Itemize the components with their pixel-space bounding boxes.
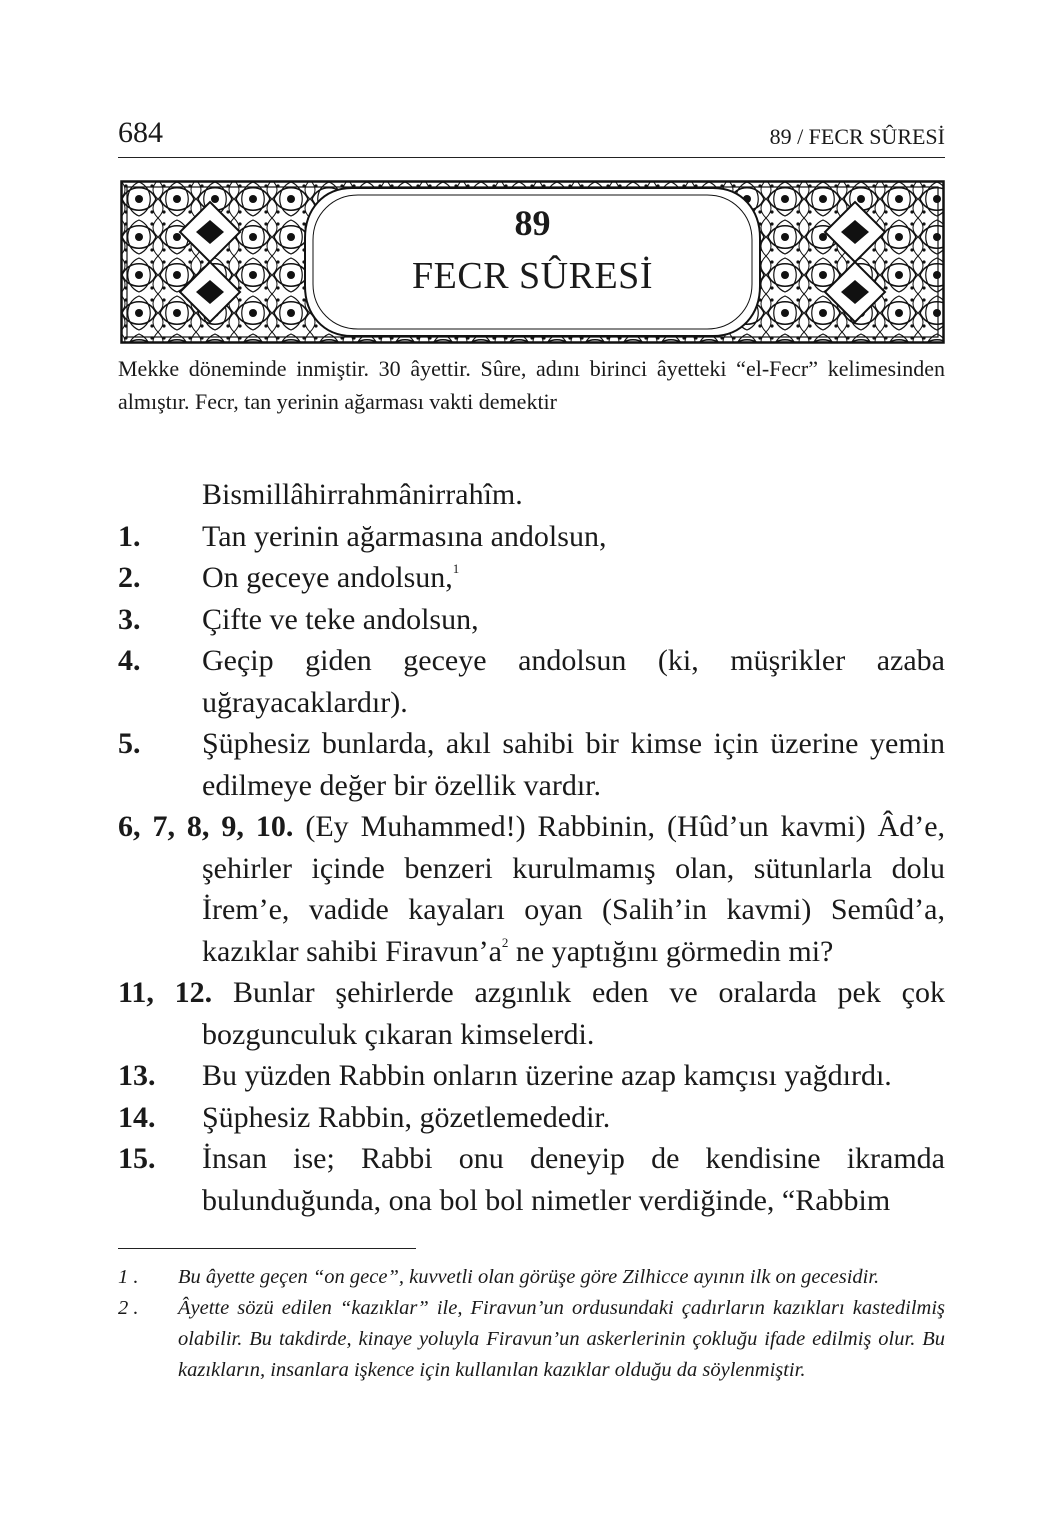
footnotes (118, 1262, 945, 1386)
verse-item (118, 599, 945, 641)
verse-text-cont: ne yaptığını görmedin mi? (508, 934, 834, 968)
surah-intro: Mekke döneminde inmiştir. 30 âyettir. Sûre, adını birinci âyetteki “el-Fecr” kelimesinden almıştır. Fecr, tan yerinin ağarması vakti demektir (118, 356, 945, 414)
verse-number: 2. (118, 561, 141, 594)
verse-number: 11, 12. (118, 976, 213, 1009)
footnote-item (118, 1293, 945, 1386)
footnote-ref[interactable]: 2 (501, 934, 509, 950)
header-rule (118, 157, 945, 158)
verse-item (118, 1097, 945, 1139)
basmala (118, 474, 945, 516)
verse-text: On geceye andolsun, (202, 561, 453, 594)
verse-item (118, 723, 945, 806)
verse-item (118, 972, 945, 1055)
basmala-text: Bismillâhirrahmânirrahîm. (202, 478, 523, 511)
verse-number: 4. (118, 644, 141, 677)
verse-number: 13. (118, 1059, 156, 1092)
footnote-item (118, 1262, 945, 1293)
verse-item (118, 640, 945, 723)
verse-item (118, 516, 945, 558)
verse-text: Bu yüzden Rabbin onların üzerine azap kamçısı yağdırdı. (202, 1059, 892, 1092)
verse-text: İnsan ise; Rabbi onu deneyip de kendisine ikramda bulunduğunda, ona bol bol nimetler verdiğinde, “Rabbim (202, 1142, 945, 1217)
verse-text: Tan yerinin ağarmasına andolsun, (202, 519, 607, 553)
running-title: 89 / FECR SÛRESİ (769, 124, 945, 149)
verse-item (118, 557, 945, 599)
verse-list (118, 474, 945, 1221)
verse-text: Şüphesiz bunlarda, akıl sahibi bir kimse için üzerine yemin edilmeye değer bir özellik vardır. (202, 727, 945, 802)
verse-text: Çifte ve teke andolsun, (202, 602, 479, 636)
surah-cartouche (120, 180, 945, 344)
verse-text: Bunlar şehirlerde azgınlık eden ve oralarda pek çok bozgunculuk çıkaran kimselerdi. (202, 976, 945, 1051)
verse-number: 14. (118, 1100, 156, 1134)
verse-number: 6, 7, 8, 9, 10. (118, 810, 294, 843)
footnote-ref[interactable]: 1 (452, 561, 460, 576)
page-number: 684 (118, 116, 163, 149)
surah-number: 89 (514, 203, 551, 243)
verse-text: (Ey Muhammed!) Rabbinin, (Hûd’un kavmi) Âd’e, şehirler içinde benzeri kurulmamış olan, sütunlarla dolu İrem’e, vadide kayaları oyan (Salih’in kavmi) Semûd’a, kazıklar sahibi Firavun’a (202, 810, 946, 968)
verse-number: 5. (118, 727, 141, 760)
footnote-text: Âyette sözü edilen “kazıklar” ile, Firavun’un ordusundaki çadırların kazıkları kastedilmiş olabilir. Bu takdirde, kinaye yoluyla Firavun’un askerlerinin çokluğu ifade edilmiş olur. Bu kazıkların, insanlara işkence için kullanılan kazıklar olduğu da söylenmiştir. (178, 1297, 945, 1381)
verse-number: 15. (118, 1142, 156, 1175)
footnote-number: 1 . (118, 1266, 139, 1288)
verse-number: 3. (118, 602, 141, 636)
footnote-rule (118, 1248, 416, 1249)
verse-item (118, 806, 945, 972)
verse-number: 1. (118, 519, 141, 553)
footnote-text: Bu âyette geçen “on gece”, kuvvetli olan görüşe göre Zilhicce ayının ilk on gecesidir. (178, 1266, 880, 1288)
verse-item (118, 1138, 945, 1221)
verse-item (118, 1055, 945, 1097)
verse-text: Şüphesiz Rabbin, gözetlemededir. (202, 1100, 611, 1134)
verse-text: Geçip giden geceye andolsun (ki, müşrikler azaba uğrayacaklardır). (202, 644, 945, 719)
surah-name: FECR SÛRESİ (412, 255, 653, 297)
footnote-number: 2 . (118, 1297, 139, 1319)
